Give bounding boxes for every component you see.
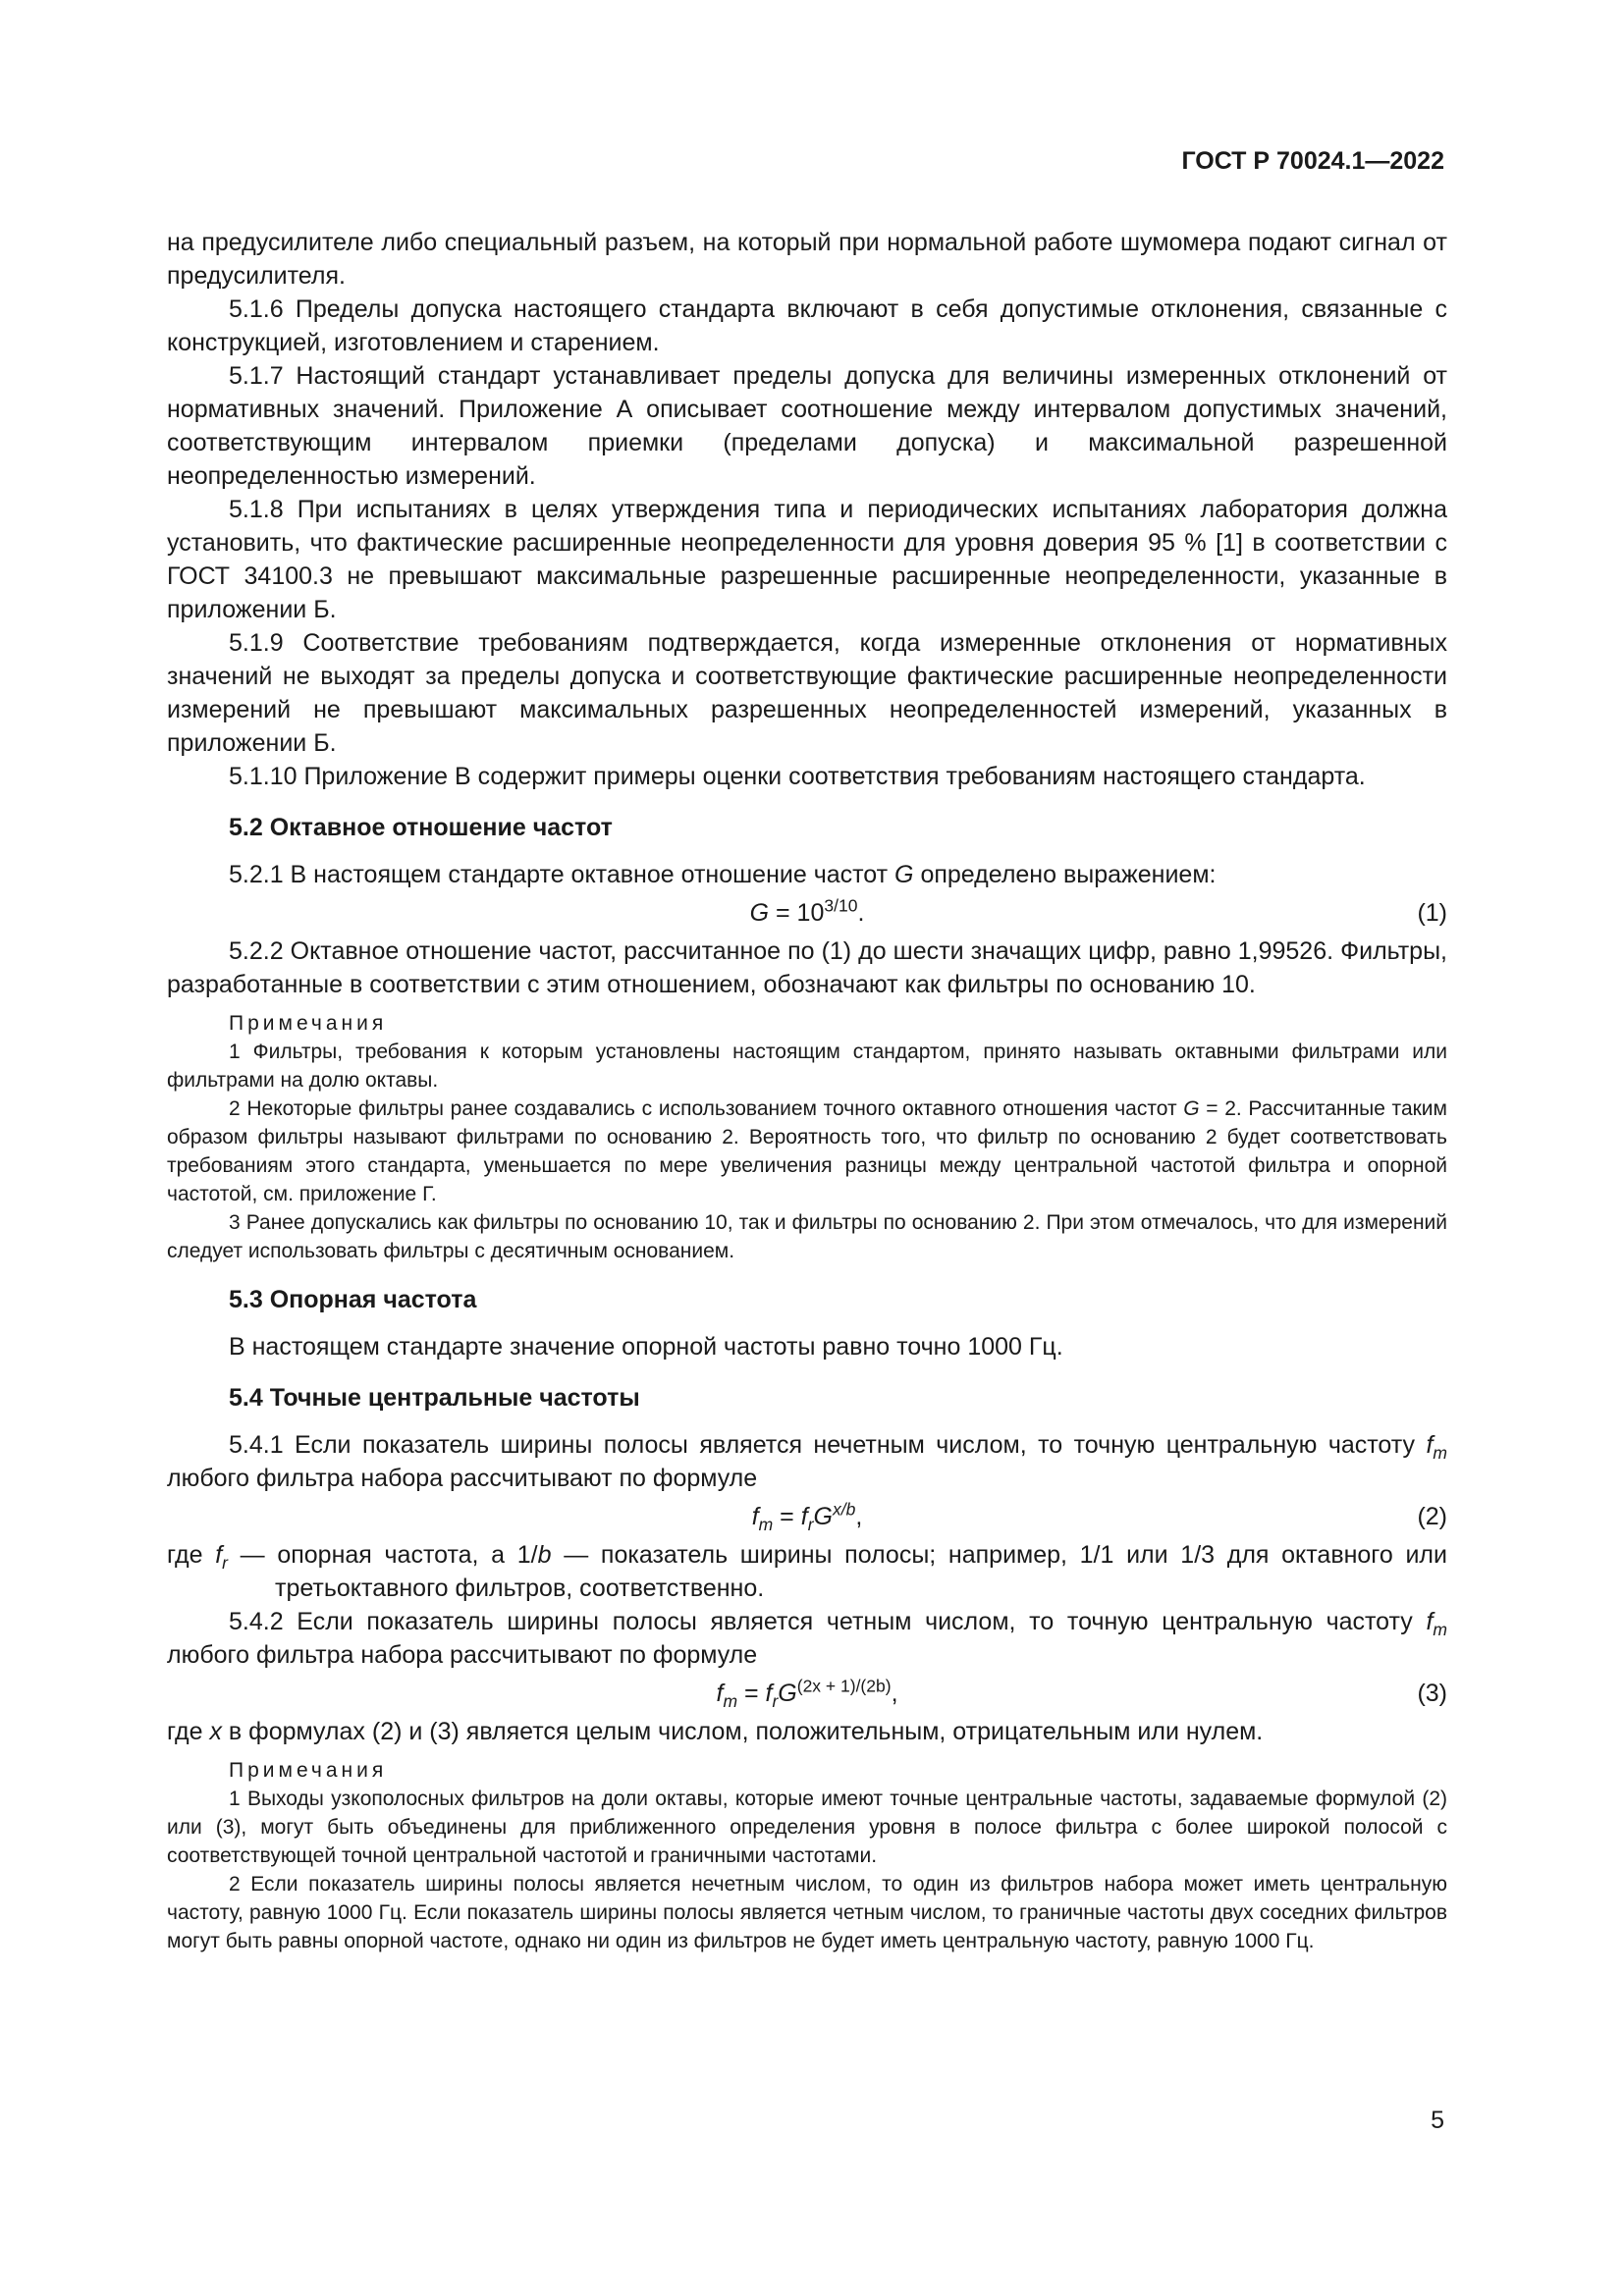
notes-5-2 (167, 1009, 1447, 1265)
formula-1 (167, 891, 1447, 934)
formula-3-body: $f_m = f_rG^{(2x + 1)/(2b)}$, (716, 1676, 898, 1711)
note-1: 1 Выходы узкополосных фильтров на доли октавы, которые имеют точные центральные частоты, задаваемые формулой (2) или (3), могут быть объединены для приближенного определения уровня в полосе фильтра с более широкой полосой с соответствующей точной центральной частотой и граничными частотами. (167, 1788, 1447, 1867)
doc-code-header: ГОСТ Р 70024.1—2022 (1181, 147, 1444, 175)
note-3: 3 Ранее допускались как фильтры по основанию 10, так и фильтры по основанию 2. При этом отмечалось, что для измерений следует использовать фильтры с десятичным основанием. (167, 1211, 1447, 1262)
note-1: 1 Фильтры, требования к которым установлены настоящим стандартом, принято называть октавными фильтрами или фильтрами на долю октавы. (167, 1041, 1447, 1092)
section-heading-5-4: 5.4 Точные центральные частоты (229, 1384, 640, 1412)
page-content (167, 226, 1447, 1955)
p521-text-b: определено выражением: (920, 861, 1217, 888)
notes-title: Примечания (229, 1012, 388, 1035)
formula-3 (167, 1672, 1447, 1715)
paragraph-5-1-7: 5.1.7 Настоящий стандарт устанавливает пределы допуска для величины измеренных отклонений от нормативных значений. Приложение А описывает соотношение между интервалом допустимых значений, соответствующим интервалом приемки (пределами допуска) и максимальной разрешенной неопределенностью измерений. (167, 362, 1447, 490)
paragraph-5-2-1 (167, 858, 1447, 891)
paragraph-5-3: В настоящем стандарте значение опорной частоты равно точно 1000 Гц. (229, 1333, 1063, 1361)
notes-5-4 (167, 1756, 1447, 1955)
page-number: 5 (1431, 2107, 1444, 2134)
paragraph-5-1-6: 5.1.6 Пределы допуска настоящего стандарта включают в себя допустимые отклонения, связанные с конструкцией, изготовлением и старением. (167, 295, 1447, 356)
where-clause-2: где $f_r$ — опорная частота, а 1/b — показатель ширины полосы; например, 1/1 или 1/3 для октавного или третьоктавного фильтров, соответственно. (167, 1541, 1447, 1602)
formula-1-body: $G = 10^{3/10}$. (749, 895, 865, 927)
p521-var: G (894, 861, 914, 888)
note-2: 2 Если показатель ширины полосы является нечетным числом, то один из фильтров набора может иметь центральную частоту, равную 1000 Гц. Если показатель ширины полосы является четным числом, то граничные частоты двух соседних фильтров могут быть равны опорной частоте, однако ни один из фильтров не будет иметь центральную частоту, равную 1000 Гц. (167, 1873, 1447, 1952)
p521-text-a: 5.2.1 В настоящем стандарте октавное отношение частот (229, 861, 889, 888)
where-clause-3: где x в формулах (2) и (3) является целым числом, положительным, отрицательным или нулем. (167, 1718, 1264, 1745)
section-heading-5-3: 5.3 Опорная частота (229, 1286, 477, 1313)
formula-2 (167, 1495, 1447, 1538)
paragraph-5-1-8: 5.1.8 При испытаниях в целях утверждения типа и периодических испытаниях лаборатория должна установить, что фактические расширенные неопределенности для уровня доверия 95 % [1] в соответствии с ГОСТ 34100.3 не превышают максимальные разрешенные расширенные неопределенности, указанные в приложении Б. (167, 496, 1447, 623)
note-2: 2 Некоторые фильтры ранее создавались с использованием точного октавного отношения частот G = 2. Рассчитанные таким образом фильтры называют фильтрами по основанию 2. Вероятность того, что фильтр по основанию 2 будет соответствовать требованиям этого стандарта, уменьшается по мере увеличения разницы между центральной частотой фильтра и опорной частотой, см. приложение Г. (167, 1097, 1447, 1205)
paragraph-5-2-2: 5.2.2 Октавное отношение частот, рассчитанное по (1) до шести значащих цифр, равно 1,99526. Фильтры, разработанные в соответствии с этим отношением, обозначают как фильтры по основанию 10. (167, 937, 1447, 998)
formula-2-number: (2) (1417, 1503, 1447, 1530)
paragraph-5-4-2: 5.4.2 Если показатель ширины полосы является четным числом, то точную центральную частоту $f_m$ любого фильтра набора рассчитывают по формуле (167, 1608, 1447, 1669)
paragraph-5-4-1: 5.4.1 Если показатель ширины полосы является нечетным числом, то точную центральную частоту $f_m$ любого фильтра набора рассчитывают по формуле (167, 1431, 1447, 1492)
paragraph-5-1-9: 5.1.9 Соответствие требованиям подтверждается, когда измеренные отклонения от нормативных значений не выходят за пределы допуска и соответствующие фактические расширенные неопределенности измерений не превышают максимальных разрешенных неопределенностей измерений, указанных в приложении Б. (167, 629, 1447, 757)
paragraph-5-1-10: 5.1.10 Приложение В содержит примеры оценки соответствия требованиям настоящего стандарта. (229, 763, 1366, 790)
paragraph-continuation: на предусилителе либо специальный разъем, на который при нормальной работе шумомера подают сигнал от предусилителя. (167, 229, 1447, 290)
notes-title: Примечания (229, 1759, 388, 1782)
formula-2-body: $f_m = f_rG^{x/b}$, (751, 1499, 863, 1534)
formula-1-number: (1) (1417, 899, 1447, 927)
formula-3-number: (3) (1417, 1680, 1447, 1707)
section-heading-5-2: 5.2 Октавное отношение частот (229, 814, 613, 841)
